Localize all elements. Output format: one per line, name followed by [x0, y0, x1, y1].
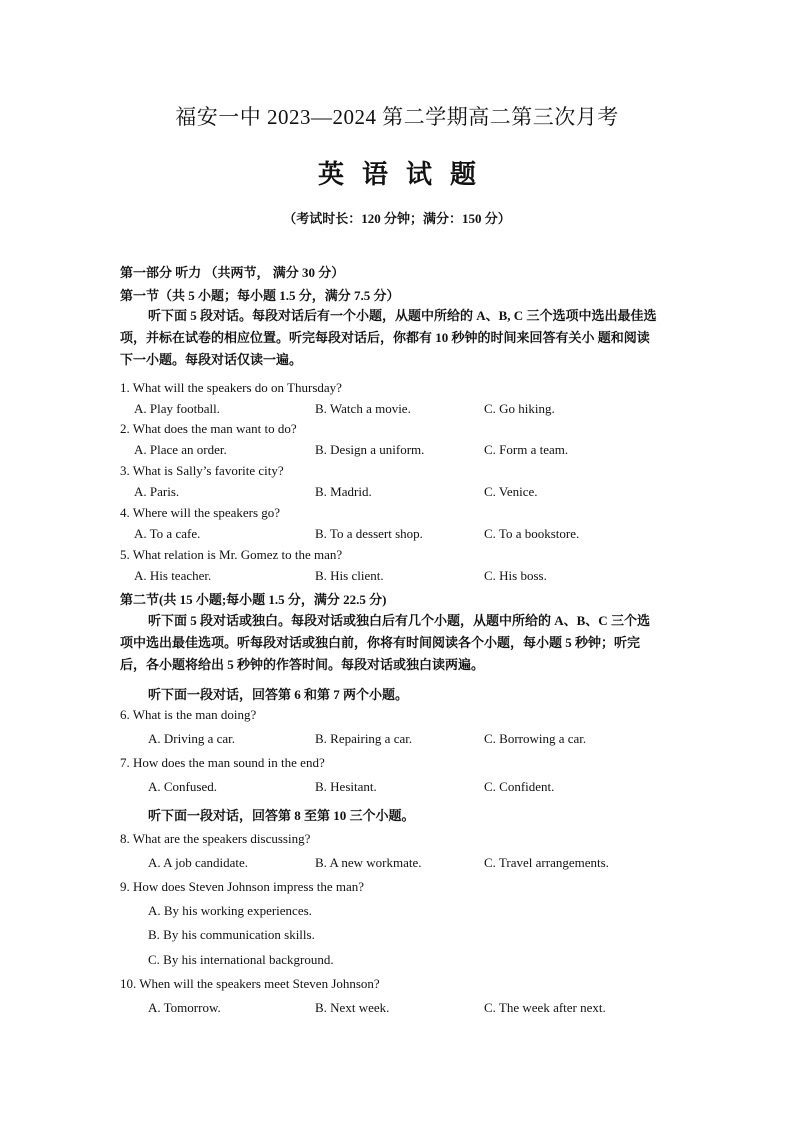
q8-option-b: B. A new workmate.: [315, 855, 422, 870]
section2-heading: 第二节(共 15 小题;每小题 1.5 分，满分 22.5 分): [120, 592, 387, 607]
q7-option-c: C. Confident.: [484, 779, 555, 794]
question-1: 1. What will the speakers do on Thursday?: [120, 380, 342, 395]
q10-option-b: B. Next week.: [315, 1000, 390, 1015]
q6-option-a: A. Driving a car.: [148, 731, 236, 746]
q10-option-c: C. The week after next.: [484, 1000, 606, 1015]
section1-instructions: 听下面 5 段对话。每段对话后有一个小题，从题中所给的 A、B, C 三个选项中选出最佳选项，并标在试卷的相应位置。听完每段对话后，你都有 10 秒钟的时间来回答有关小 题和阅读下一小题。每段对话仅读一遍。: [120, 308, 657, 367]
q3-option-a: A. Paris.: [134, 484, 180, 499]
note-questions-8-10: 听下面一段对话，回答第 8 至第 10 三个小题。: [148, 808, 415, 823]
q9-option-b: B. By his communication skills.: [148, 927, 315, 942]
q1-option-a: A. Play football.: [134, 401, 220, 416]
q1-option-c: C. Go hiking.: [484, 401, 555, 416]
exam-info: （考试时长：120 分钟；满分：150 分）: [283, 211, 511, 226]
q9-option-c: C. By his international background.: [148, 952, 334, 967]
q6-option-b: B. Repairing a car.: [315, 731, 413, 746]
q1-option-b: B. Watch a movie.: [315, 401, 411, 416]
q6-option-c: C. Borrowing a car.: [484, 731, 587, 746]
note-questions-6-7: 听下面一段对话，回答第 6 和第 7 两个小题。: [148, 687, 409, 702]
q5-option-b: B. His client.: [315, 568, 384, 583]
q7-option-b: B. Hesitant.: [315, 779, 377, 794]
section1-heading: 第一节（共 5 小题；每小题 1.5 分，满分 7.5 分）: [120, 288, 400, 303]
q3-option-b: B. Madrid.: [315, 484, 372, 499]
question-3: 3. What is Sally’s favorite city?: [120, 463, 284, 478]
q4-option-a: A. To a cafe.: [134, 526, 201, 541]
question-8: 8. What are the speakers discussing?: [120, 831, 311, 846]
question-6: 6. What is the man doing?: [120, 707, 257, 722]
q2-option-a: A. Place an order.: [134, 442, 227, 457]
q4-option-c: C. To a bookstore.: [484, 526, 580, 541]
q5-option-c: C. His boss.: [484, 568, 547, 583]
q2-option-c: C. Form a team.: [484, 442, 569, 457]
q8-option-c: C. Travel arrangements.: [484, 855, 609, 870]
question-7: 7. How does the man sound in the end?: [120, 755, 325, 770]
q8-option-a: A. A job candidate.: [148, 855, 249, 870]
section2-instructions: 听下面 5 段对话或独白。每段对话或独白后有几个小题，从题中所给的 A、B、C 三个选项中选出最佳选项。听每段对话或独白前，你将有时间阅读各个小题，每小题 5 秒钟；听完后，各小题将给出 5 秒钟的作答时间。每段对话或独白读两遍。: [120, 613, 650, 672]
q7-option-a: A. Confused.: [148, 779, 217, 794]
q3-option-c: C. Venice.: [484, 484, 538, 499]
question-9: 9. How does Steven Johnson impress the man?: [120, 879, 365, 894]
q4-option-b: B. To a dessert shop.: [315, 526, 423, 541]
q2-option-b: B. Design a uniform.: [315, 442, 425, 457]
question-10: 10. When will the speakers meet Steven Johnson?: [120, 976, 380, 991]
q9-option-a: A. By his working experiences.: [148, 903, 312, 918]
q10-option-a: A. Tomorrow.: [148, 1000, 221, 1015]
school-exam-title: 福安一中 2023—2024 第二学期高二第三次月考: [175, 105, 619, 129]
part1-heading: 第一部分 听力 （共两节， 满分 30 分）: [120, 265, 345, 280]
q5-option-a: A. His teacher.: [134, 568, 212, 583]
subject-title: 英语试题: [317, 160, 494, 189]
question-5: 5. What relation is Mr. Gomez to the man?: [120, 547, 343, 562]
question-4: 4. Where will the speakers go?: [120, 505, 281, 520]
question-2: 2. What does the man want to do?: [120, 421, 297, 436]
